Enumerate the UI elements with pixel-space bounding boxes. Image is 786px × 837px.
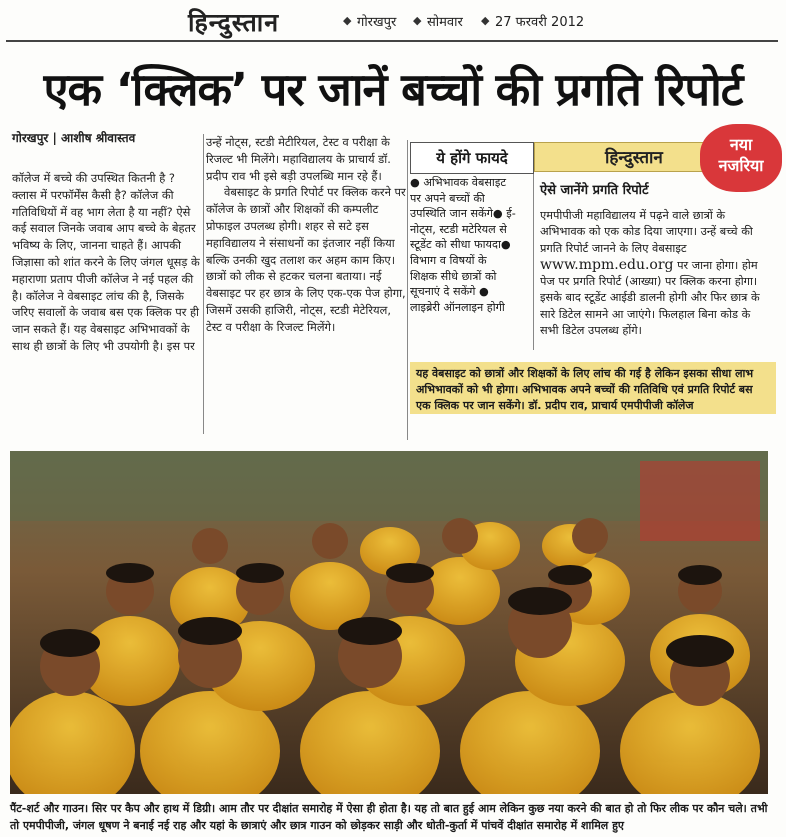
masthead-rule	[6, 40, 778, 42]
masthead	[0, 0, 786, 40]
brand-logo: हिन्दुस्तान	[605, 148, 663, 168]
masthead-date: 27 फरवरी 2012	[495, 15, 585, 30]
benefits-list: ● अभिभावक वेबसाइट पर अपने बच्चों की उपस्थिति जान सकेंगे● ई-नोट्स, स्टडी मटेरियल से स्टूडेंट को सीधा फायदा● विभाग व विषयों के शिक्षक सीधे छात्रों को सूचनाएं दे सकेंगे ● लाइब्रेरी ऑनलाइन होगी	[410, 176, 516, 314]
photo-caption: पैंट-शर्ट और गाउन। सिर पर कैप और हाथ में डिग्री। आम तौर पर दीक्षांत समारोह में ऐसा ही होता है। यह तो बात हुई आम लेकिन कुछ नया करने की बात हो तो फिर लीक पर कौन चले। तभी तो एमपीपीजी, जंगल धूषण ने बनाई नई राह और यहां के छात्राएं और छात्र गाउन को छोड़कर साड़ी और धोती-कुर्ता में पांचवें दीक्षांत समारोह में शामिल हुए	[10, 802, 768, 832]
badge-line-1: नया	[729, 135, 753, 154]
sidebar-divider	[533, 174, 534, 350]
headline: एक ‘क्लिक’ पर जानें बच्चों की प्रगति रिपोर्ट	[43, 63, 743, 116]
diamond-separator-icon: ◆	[413, 14, 422, 27]
report-text: एमपीपीजी महाविद्यालय में पढ़ने वाले छात्रों के अभिभावक को एक कोड दिया जाएगा। उन्हें बच्चे की प्रगति रिपोर्ट जानने के लिए वेबसाइट	[540, 209, 753, 255]
naya-nazariya-badge	[700, 124, 782, 192]
article-paragraph: वेबसाइट के प्रगति रिपोर्ट पर क्लिक करने पर कॉलेज के छात्रों और शिक्षकों की कम्पलीट प्रोफाइल उपलब्ध होगी। शहर से सटे इस महाविद्यालय ने संसाधनों का इंतजार नहीं किया बल्कि उनकी खुद तलाश कर अहम काम किए। छात्रों को लीक से हटकर चलना बताया। नई वेबसाइट पर हर छात्र के लिए एक-एक पेज होगा, जिसमें उसकी हाजिरी, नोट्स, स्टडी मेटेरियल, टेस्ट व परीक्षा के रिजल्ट मिलेंगे।	[206, 185, 406, 334]
newspaper-logo: हिन्दुस्तान	[188, 8, 280, 37]
report-body	[540, 208, 770, 339]
principal-quote: यह वेबसाइट को छात्रों और शिक्षकों के लिए लांच की गई है लेकिन इसका सीधा लाभ अभिभावकों को भी होगा। अभिभावक अपने बच्चों की गतिविधि एवं प्रगति रिपोर्ट बस एक क्लिक पर जान सकेंगे। डॉ. प्रदीप राव, प्राचार्य एमपीपीजी कॉलेज	[410, 362, 776, 414]
website-url: www.mpm.edu.org	[540, 256, 674, 273]
brand-banner	[534, 142, 714, 172]
column-divider	[203, 134, 204, 434]
badge-line-2: नजरिया	[718, 156, 764, 175]
report-title: ऐसे जानेंगे प्रगति रिपोर्ट	[540, 183, 649, 198]
report-text: पर जाना होगा। होम पेज पर प्रगति रिपोर्ट (आख्या) पर क्लिक करना होगा। इसके बाद स्टूडेंट आईडी डालनी होगी और फिर छात्र के सारे डिटेल सामने आ जाएंगे। फिलहाल बिना कोड के सभी डिटेल उपलब्ध होंगे।	[540, 258, 760, 338]
byline: गोरखपुर | आशीष श्रीवास्तव	[12, 131, 136, 145]
convocation-photo	[10, 451, 768, 794]
article-column-1	[12, 170, 202, 355]
column-divider	[407, 140, 408, 440]
article-column-2	[206, 134, 406, 336]
benefits-title: ये होंगे फायदे	[410, 142, 534, 174]
masthead-city: गोरखपुर	[357, 15, 397, 30]
article-paragraph: उन्हें नोट्स, स्टडी मेटीरियल, टेस्ट व परीक्षा के रिजल्ट भी मिलेंगे। महाविद्यालय के प्राचार्य डॉ. प्रदीप राव भी इसे बड़ी उपलब्धि मान रहे हैं।	[206, 135, 391, 183]
diamond-separator-icon: ◆	[481, 14, 490, 27]
article-paragraph: कॉलेज में बच्चे की उपस्थित कितनी है ? क्लास में परफॉर्मेंस कैसी है? कॉलेज की गतिविधियों में वह भाग लेता है या नहीं? ऐसे कई सवाल जिनके जवाब आप बच्चे के बेहतर भविष्य के लिए, जानना चाहते हैं। आपकी जिज्ञासा को शांत करने के लिए जंगल धूसड़ के महाराणा प्रताप पीजी कॉलेज ने नई पहल की है। कॉलेज ने वेबसाइट लांच की है, जिसके जरिए सवालों के जवाब बस एक क्लिक पर ही जान सकते हैं। यह वेबसाइट अभिभावकों के साथ ही छात्रों के लिए भी उपयोगी है। इस पर	[12, 171, 200, 353]
masthead-day: सोमवार	[427, 15, 463, 30]
diamond-separator-icon: ◆	[343, 14, 352, 27]
